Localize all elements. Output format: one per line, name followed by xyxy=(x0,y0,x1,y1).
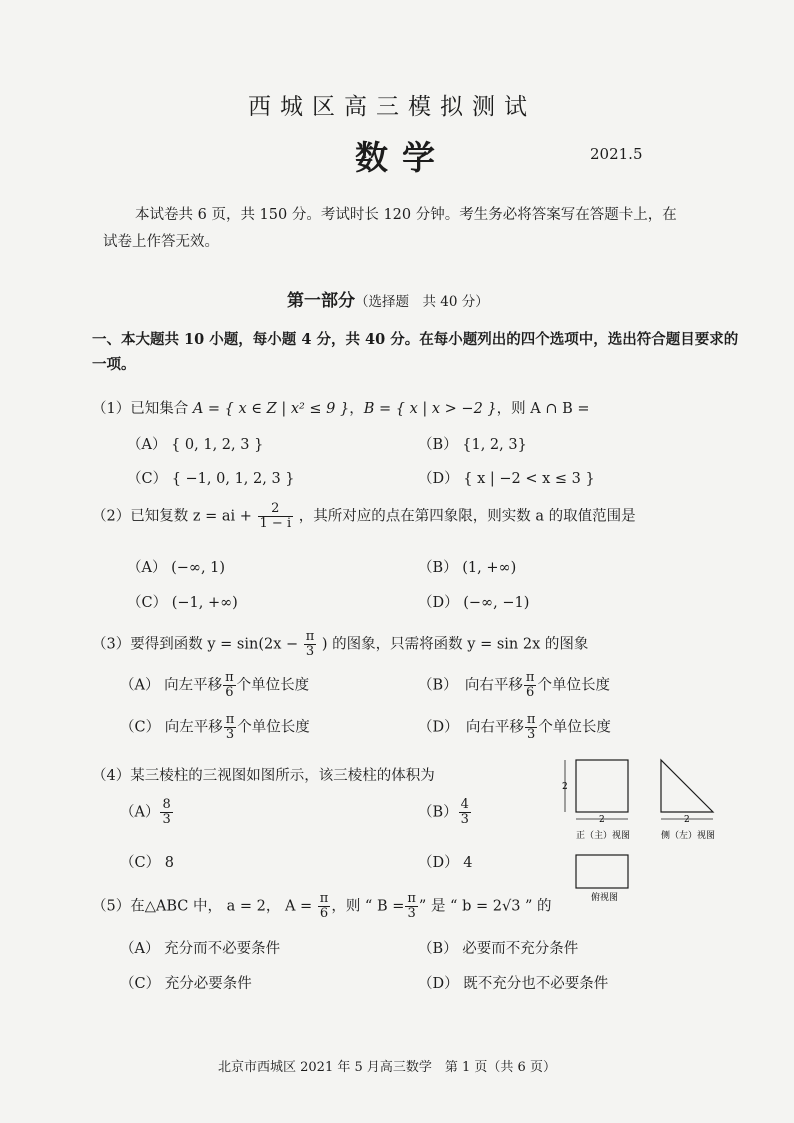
q1-set-a: A = { x ∈ Z | x² ≤ 9 } xyxy=(192,401,350,417)
intro-line-1: 本试卷共 6 页，共 150 分。考试时长 120 分钟。考生务必将答案写在答题卡上，在 xyxy=(135,207,677,223)
q5-option-d: （D） 既不充分也不必要条件 xyxy=(418,976,609,992)
q3-a-pre: （A） 向左平移 xyxy=(120,677,223,694)
q2-frac-den: 1 − i xyxy=(259,516,292,531)
q4-a-num: 8 xyxy=(162,797,171,812)
exam-date: 2021.5 xyxy=(590,145,643,163)
front-view-width-label: 2 xyxy=(599,815,605,825)
three-view-figure xyxy=(558,755,728,905)
q1-post: ，则 A ∩ B = xyxy=(496,401,590,417)
q5-b-fraction xyxy=(405,892,418,921)
q4-option-a xyxy=(120,798,174,827)
q3-c-pre: （C） 向左平移 xyxy=(120,719,223,736)
exam-title: 西城区高三模拟测试 xyxy=(248,94,536,120)
q3-option-c xyxy=(120,713,310,742)
q1-set-b: B = { x | x > −2 } xyxy=(363,401,497,417)
q3-b-num: π xyxy=(525,670,535,685)
q5-a-fraction xyxy=(318,892,331,921)
q4-a-den: 3 xyxy=(162,812,171,827)
q4-a-fraction xyxy=(160,798,172,827)
q5-post: ” 是 “ b = 2√3 ” 的 xyxy=(418,898,552,915)
q3-a-fraction xyxy=(223,671,236,700)
q3-b-pre: （B） 向右平移 xyxy=(418,677,523,694)
part-heading-note: （选择题 共 40 分） xyxy=(355,294,489,310)
q4-a-label: （A） xyxy=(120,804,160,821)
section-instructions: 一、本大题共 10 小题，每小题 4 分，共 40 分。在每小题列出的四个选项中，选出符合题目要求的一项。 xyxy=(92,331,739,373)
q5-b-num: π xyxy=(407,891,416,906)
part-heading xyxy=(287,286,489,311)
q3-number: （3） xyxy=(92,636,131,653)
front-view-height-label: 2 xyxy=(562,782,568,792)
q3-fraction xyxy=(304,630,317,659)
q3-frac-den: 3 xyxy=(305,644,315,659)
q2-option-b: （B） (1, +∞) xyxy=(418,560,517,576)
q3-frac-num: π xyxy=(305,629,315,644)
q2-option-c: （C） (−1, +∞) xyxy=(127,595,238,611)
q1-pre: 已知集合 xyxy=(130,401,193,417)
q2-option-a: （A） (−∞, 1) xyxy=(127,560,226,576)
q3-c-fraction xyxy=(224,713,237,742)
q3-option-a xyxy=(120,671,309,700)
side-view-label: 侧（左）视图 xyxy=(661,831,716,841)
q3-d-fraction xyxy=(525,713,538,742)
q4-option-b xyxy=(418,798,472,827)
q4-text: 某三棱柱的三视图如图所示，该三棱柱的体积为 xyxy=(130,768,435,784)
q3-b-den: 6 xyxy=(526,685,535,700)
q1-number: （1） xyxy=(92,401,131,417)
part-heading-label: 第一部分 xyxy=(287,291,355,311)
q5-number: （5） xyxy=(92,898,131,915)
q1-option-d: （D） { x | −2 < x ≤ 3 } xyxy=(418,471,595,487)
q2-pre: 已知复数 z = ai + xyxy=(130,508,252,525)
q2-fraction xyxy=(258,502,294,531)
q2-frac-num: 2 xyxy=(258,502,294,517)
q3-d-num: π xyxy=(526,712,536,727)
q5-a-num: π xyxy=(319,891,329,906)
q2-option-d: （D） (−∞, −1) xyxy=(418,595,530,611)
q3-a-post: 个单位长度 xyxy=(236,677,310,694)
q5-pre: 在△ABC 中， a = 2， A = xyxy=(130,898,313,915)
q3-a-num: π xyxy=(225,670,234,685)
q3-option-b xyxy=(418,671,610,700)
q3-d-pre: （D） 向右平移 xyxy=(418,719,524,736)
question-4 xyxy=(92,764,435,785)
q4-b-num: 4 xyxy=(460,797,469,812)
question-1 xyxy=(92,397,590,418)
q3-a-den: 6 xyxy=(225,685,234,700)
q5-b-den: 3 xyxy=(407,906,416,921)
question-2 xyxy=(92,502,636,531)
q3-pre: 要得到函数 y = sin(2x − xyxy=(130,636,299,653)
q4-b-label: （B） xyxy=(418,804,458,821)
q1-option-a: （A） { 0, 1, 2, 3 } xyxy=(127,437,264,453)
q4-b-fraction xyxy=(459,798,471,827)
question-5 xyxy=(92,892,552,921)
page-footer: 北京市西城区 2021 年 5 月高三数学 第 1 页（共 6 页） xyxy=(218,1060,556,1075)
q3-d-den: 3 xyxy=(527,727,536,742)
q3-c-den: 3 xyxy=(225,727,235,742)
q4-option-c: （C） 8 xyxy=(120,855,174,871)
q3-b-fraction xyxy=(524,671,537,700)
q5-a-den: 6 xyxy=(319,906,329,921)
side-view-triangle xyxy=(661,760,713,812)
intro-line-2: 试卷上作答无效。 xyxy=(103,234,219,250)
question-3 xyxy=(92,630,588,659)
q3-option-d xyxy=(418,713,611,742)
subject-title: 数学 xyxy=(355,138,449,177)
front-view-label: 正（主）视图 xyxy=(576,831,631,841)
q1-sep: ， xyxy=(349,401,364,417)
q4-number: （4） xyxy=(92,768,131,784)
top-view-square xyxy=(576,855,628,888)
q5-option-a: （A） 充分而不必要条件 xyxy=(120,941,281,957)
q5-option-c: （C） 充分必要条件 xyxy=(120,976,252,992)
q3-b-post: 个单位长度 xyxy=(537,677,610,694)
q4-option-d: （D） 4 xyxy=(418,855,473,871)
q2-post: ，其所对应的点在第四象限，则实数 a 的取值范围是 xyxy=(298,508,636,525)
q3-d-post: 个单位长度 xyxy=(538,719,611,736)
q3-c-post: 个单位长度 xyxy=(237,719,310,736)
front-view-square xyxy=(576,760,628,812)
q1-option-c: （C） { −1, 0, 1, 2, 3 } xyxy=(127,471,295,487)
side-view-width-label: 2 xyxy=(684,815,690,825)
q3-c-num: π xyxy=(225,712,235,727)
q1-option-b: （B） {1, 2, 3} xyxy=(418,437,527,453)
q5-mid: ，则 “ B = xyxy=(331,898,405,915)
q3-post: ) 的图象，只需将函数 y = sin 2x 的图象 xyxy=(321,636,589,653)
top-view-label: 俯视图 xyxy=(591,893,619,903)
q4-b-den: 3 xyxy=(460,812,469,827)
q5-option-b: （B） 必要而不充分条件 xyxy=(418,941,579,957)
q2-number: （2） xyxy=(92,508,131,525)
